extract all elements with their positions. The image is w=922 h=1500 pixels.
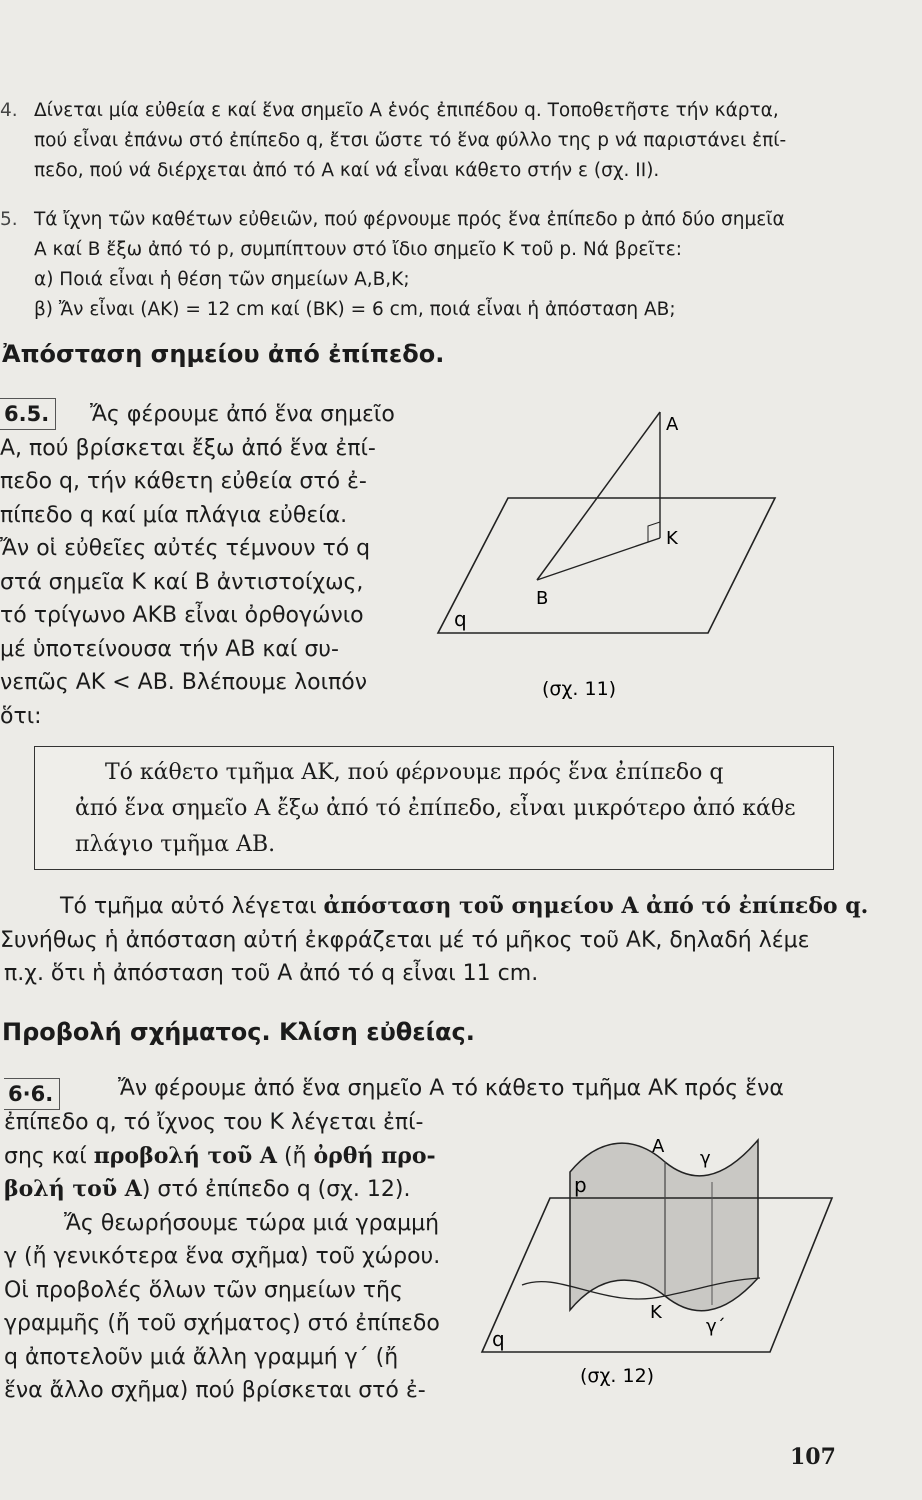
section2-paragraph (4, 1106, 454, 1408)
exercise-line: β) Ἄν εἶναι (ΑΚ) = 12 cm καί (ΒΚ) = 6 cm, ποιά εἶναι ἡ ἀπόσταση ΑΒ; (34, 299, 676, 320)
paragraph-line: νεπῶς ΑΚ < ΑΒ. Βλέπουμε λοιπόν (0, 670, 368, 695)
theorem-box (34, 746, 834, 870)
paragraph-line: Οἱ προβολές ὅλων τῶν σημείων τῆς (4, 1277, 403, 1303)
label-K: Κ (666, 528, 678, 549)
label-K: Κ (650, 1302, 662, 1323)
segment-AB (537, 412, 660, 580)
paragraph-line: τό τρίγωνο ΑΚΒ εἶναι ὀρθογώνιο (0, 603, 364, 628)
label-A: Α (666, 414, 679, 435)
theorem-line: Τό κάθετο τμῆμα ΑΚ, πού φέρνουμε πρός ἕνα ἐπίπεδο q (105, 760, 724, 785)
label-B: Β (536, 588, 549, 609)
figure-caption: (σχ. 11) (542, 678, 617, 700)
theorem-line: ἀπό ἕνα σημεῖο Α ἔξω ἀπό τό ἐπίπεδο, εἶναι μικρότερο ἀπό κάθε (75, 796, 796, 821)
theorem-line: πλάγιο τμῆμα ΑΒ. (75, 832, 276, 857)
label-gamma-prime: γ΄ (706, 1316, 726, 1337)
label-q: q (492, 1327, 505, 1351)
paragraph-line: π.χ. ὅτι ἡ ἀπόσταση τοῦ Α ἀπό τό q εἶναι 11 cm. (4, 961, 539, 986)
exercise-number: 4. (0, 100, 18, 121)
paragraph-tag-6-6: 6·6. (4, 1078, 60, 1110)
label-q: q (454, 607, 467, 631)
section-heading-projection: Προβολή σχήματος. Κλίση εὐθείας. (2, 1018, 475, 1046)
section1-paragraph (0, 398, 420, 733)
defined-term: προβολή τοῦ Α (93, 1142, 277, 1169)
figure-11 (420, 398, 780, 708)
paragraph-line: Ἄς φέρουμε ἀπό ἕνα σημεῖο (90, 402, 395, 427)
exercise-4 (0, 96, 870, 186)
label-p: p (574, 1173, 587, 1197)
defined-term: ὀρθή προ- (313, 1142, 436, 1169)
definition-paragraph (0, 890, 869, 991)
paragraph-line: Ἄν φέρουμε ἀπό ἕνα σημεῖο Α τό κάθετο τμῆμα ΑΚ πρός ἕνα (118, 1076, 784, 1101)
text: (ἤ (276, 1143, 314, 1169)
label-gamma: γ (700, 1148, 711, 1169)
exercise-line: Τά ἴχνη τῶν καθέτων εὐθειῶν, πού φέρνουμε πρός ἕνα ἐπίπεδο p ἀπό δύο σημεῖα (34, 209, 785, 230)
paragraph-line: ὅτι: (0, 703, 42, 729)
label-A: Α (652, 1136, 665, 1157)
exercise-number: 5. (0, 209, 18, 230)
paragraph-line: γραμμῆς (ἤ τοῦ σχήματος) στό ἐπίπεδο (4, 1311, 440, 1336)
exercise-line: πεδο, πού νά διέρχεται ἀπό τό Α καί νά εἶναι κάθετο στήν ε (σχ. ΙΙ). (34, 160, 660, 181)
paragraph-line: ἐπίπεδο q, τό ἴχνος του Κ λέγεται ἐπί- (4, 1110, 424, 1135)
paragraph-line: πεδο q, τήν κάθετη εὐθεία στό ἐ- (0, 469, 367, 494)
paragraph-line: στά σημεῖα Κ καί Β ἀντιστοίχως, (0, 569, 364, 595)
figure-caption: (σχ. 12) (580, 1365, 655, 1387)
page-number: 107 (790, 1444, 836, 1470)
text: ) στό ἐπίπεδο q (σχ. 12). (141, 1177, 411, 1202)
exercise-line: α) Ποιά εἶναι ἡ θέση τῶν σημείων Α,Β,Κ; (34, 269, 410, 290)
paragraph-line: πίπεδο q καί μία πλάγια εὐθεία. (0, 502, 348, 528)
paragraph-line (0, 890, 869, 924)
defined-term: βολή τοῦ Α (4, 1176, 142, 1202)
exercise-5 (0, 205, 870, 325)
text: σης καί (4, 1143, 94, 1169)
segment-BK (537, 538, 660, 580)
exercise-line: πού εἶναι ἐπάνω στό ἐπίπεδο q, ἔτσι ὥστε τό ἕνα φύλλο της p νά παριστάνει ἐπί- (34, 130, 787, 151)
paragraph-line: ἕνα ἄλλο σχῆμα) πού βρίσκεται στό ἐ- (4, 1378, 426, 1403)
paragraph-line: Ἄν οἱ εὐθεῖες αὐτές τέμνουν τό q (0, 536, 371, 561)
plane-q (438, 498, 775, 633)
exercise-line: Δίνεται μία εὐθεία ε καί ἕνα σημεῖο Α ἑνός ἐπιπέδου q. Τοποθετῆστε τήν κάρτα, (34, 100, 779, 121)
definition-text: Τό τμῆμα αὐτό λέγεται (60, 894, 324, 919)
section-heading-distance: Ἀπόσταση σημείου ἀπό ἐπίπεδο. (2, 340, 445, 368)
paragraph-tag-6-5: 6.5. (0, 398, 56, 430)
paragraph-line: q ἀποτελοῦν μιά ἄλλη γραμμή γ΄ (ἤ (4, 1344, 399, 1370)
paragraph-line: μέ ὑποτείνουσα τήν ΑΒ καί συ- (0, 636, 339, 662)
figure-12 (460, 1120, 840, 1395)
paragraph-line: γ (ἤ γενικότερα ἕνα σχῆμα) τοῦ χώρου. (4, 1244, 441, 1269)
exercise-line: Α καί Β ἔξω ἀπό τό p, συμπίπτουν στό ἴδιο σημεῖο Κ τοῦ p. Νά βρεῖτε: (34, 239, 682, 260)
paragraph-line: Συνήθως ἡ ἀπόσταση αὐτή ἐκφράζεται μέ τό μῆκος τοῦ ΑΚ, δηλαδή λέμε (0, 927, 810, 953)
paragraph-line (4, 1140, 454, 1174)
paragraph-line (4, 1173, 454, 1207)
defined-term: ἀπόσταση τοῦ σημείου Α ἀπό τό ἐπίπεδο q. (323, 893, 869, 919)
paragraph-line: Ἄς θεωρήσουμε τώρα μιά γραμμή (64, 1210, 440, 1236)
curved-surface-p (570, 1140, 758, 1311)
paragraph-line: Α, πού βρίσκεται ἔξω ἀπό ἕνα ἐπί- (0, 435, 376, 461)
